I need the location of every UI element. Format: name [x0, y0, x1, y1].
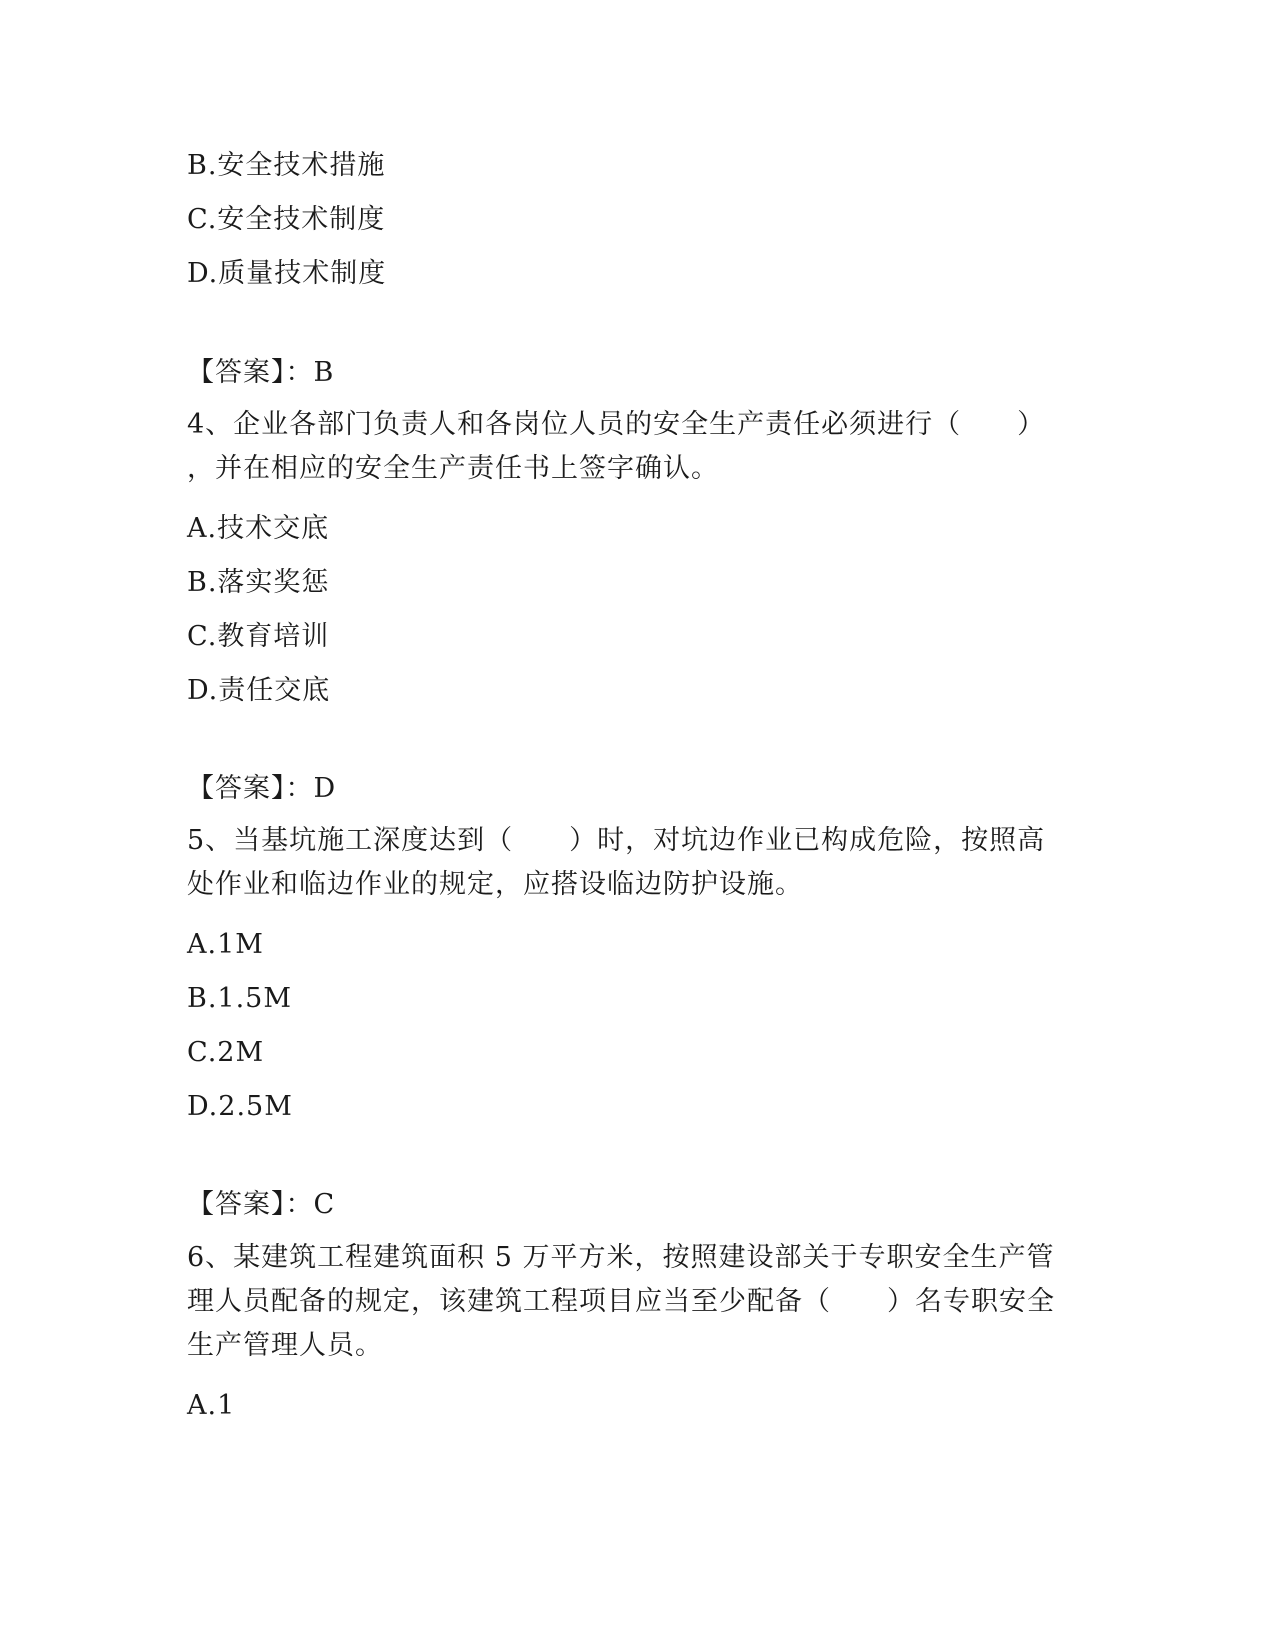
option-q4-b: B.落实奖惩	[187, 567, 330, 598]
question-6-stem-line3: 生产管理人员。	[187, 1330, 383, 1361]
question-5-stem-line2: 处作业和临边作业的规定，应搭设临边防护设施。	[187, 869, 803, 900]
option-q5-c: C.2M	[187, 1037, 265, 1068]
option-q5-a: A.1M	[187, 929, 264, 960]
option-q4-d: D.责任交底	[187, 675, 331, 706]
option-q6-a: A.1	[187, 1390, 236, 1421]
answer-q4: 【答案】：D	[187, 773, 337, 804]
option-q5-b: B.1.5M	[187, 983, 293, 1014]
option-q4-a: A.技术交底	[187, 513, 330, 544]
question-4-stem-line2: ，并在相应的安全生产责任书上签字确认。	[187, 453, 719, 484]
option-q3-c: C.安全技术制度	[187, 204, 386, 235]
question-5-stem-line1: 5、当基坑施工深度达到（ ）时，对坑边作业已构成危险，按照高	[187, 825, 1046, 856]
question-6-stem-line1: 6、某建筑工程建筑面积 5 万平方米，按照建设部关于专职安全生产管	[187, 1242, 1055, 1273]
option-q3-b: B.安全技术措施	[187, 150, 386, 181]
question-6-stem-line2: 理人员配备的规定，该建筑工程项目应当至少配备（ ）名专职安全	[187, 1286, 1055, 1317]
question-4-stem-line1: 4、企业各部门负责人和各岗位人员的安全生产责任必须进行（ ）	[187, 409, 1046, 440]
option-q5-d: D.2.5M	[187, 1091, 293, 1122]
option-q4-c: C.教育培训	[187, 621, 330, 652]
answer-q5: 【答案】：C	[187, 1189, 336, 1220]
answer-q3: 【答案】：B	[187, 357, 335, 388]
option-q3-d: D.质量技术制度	[187, 258, 387, 289]
